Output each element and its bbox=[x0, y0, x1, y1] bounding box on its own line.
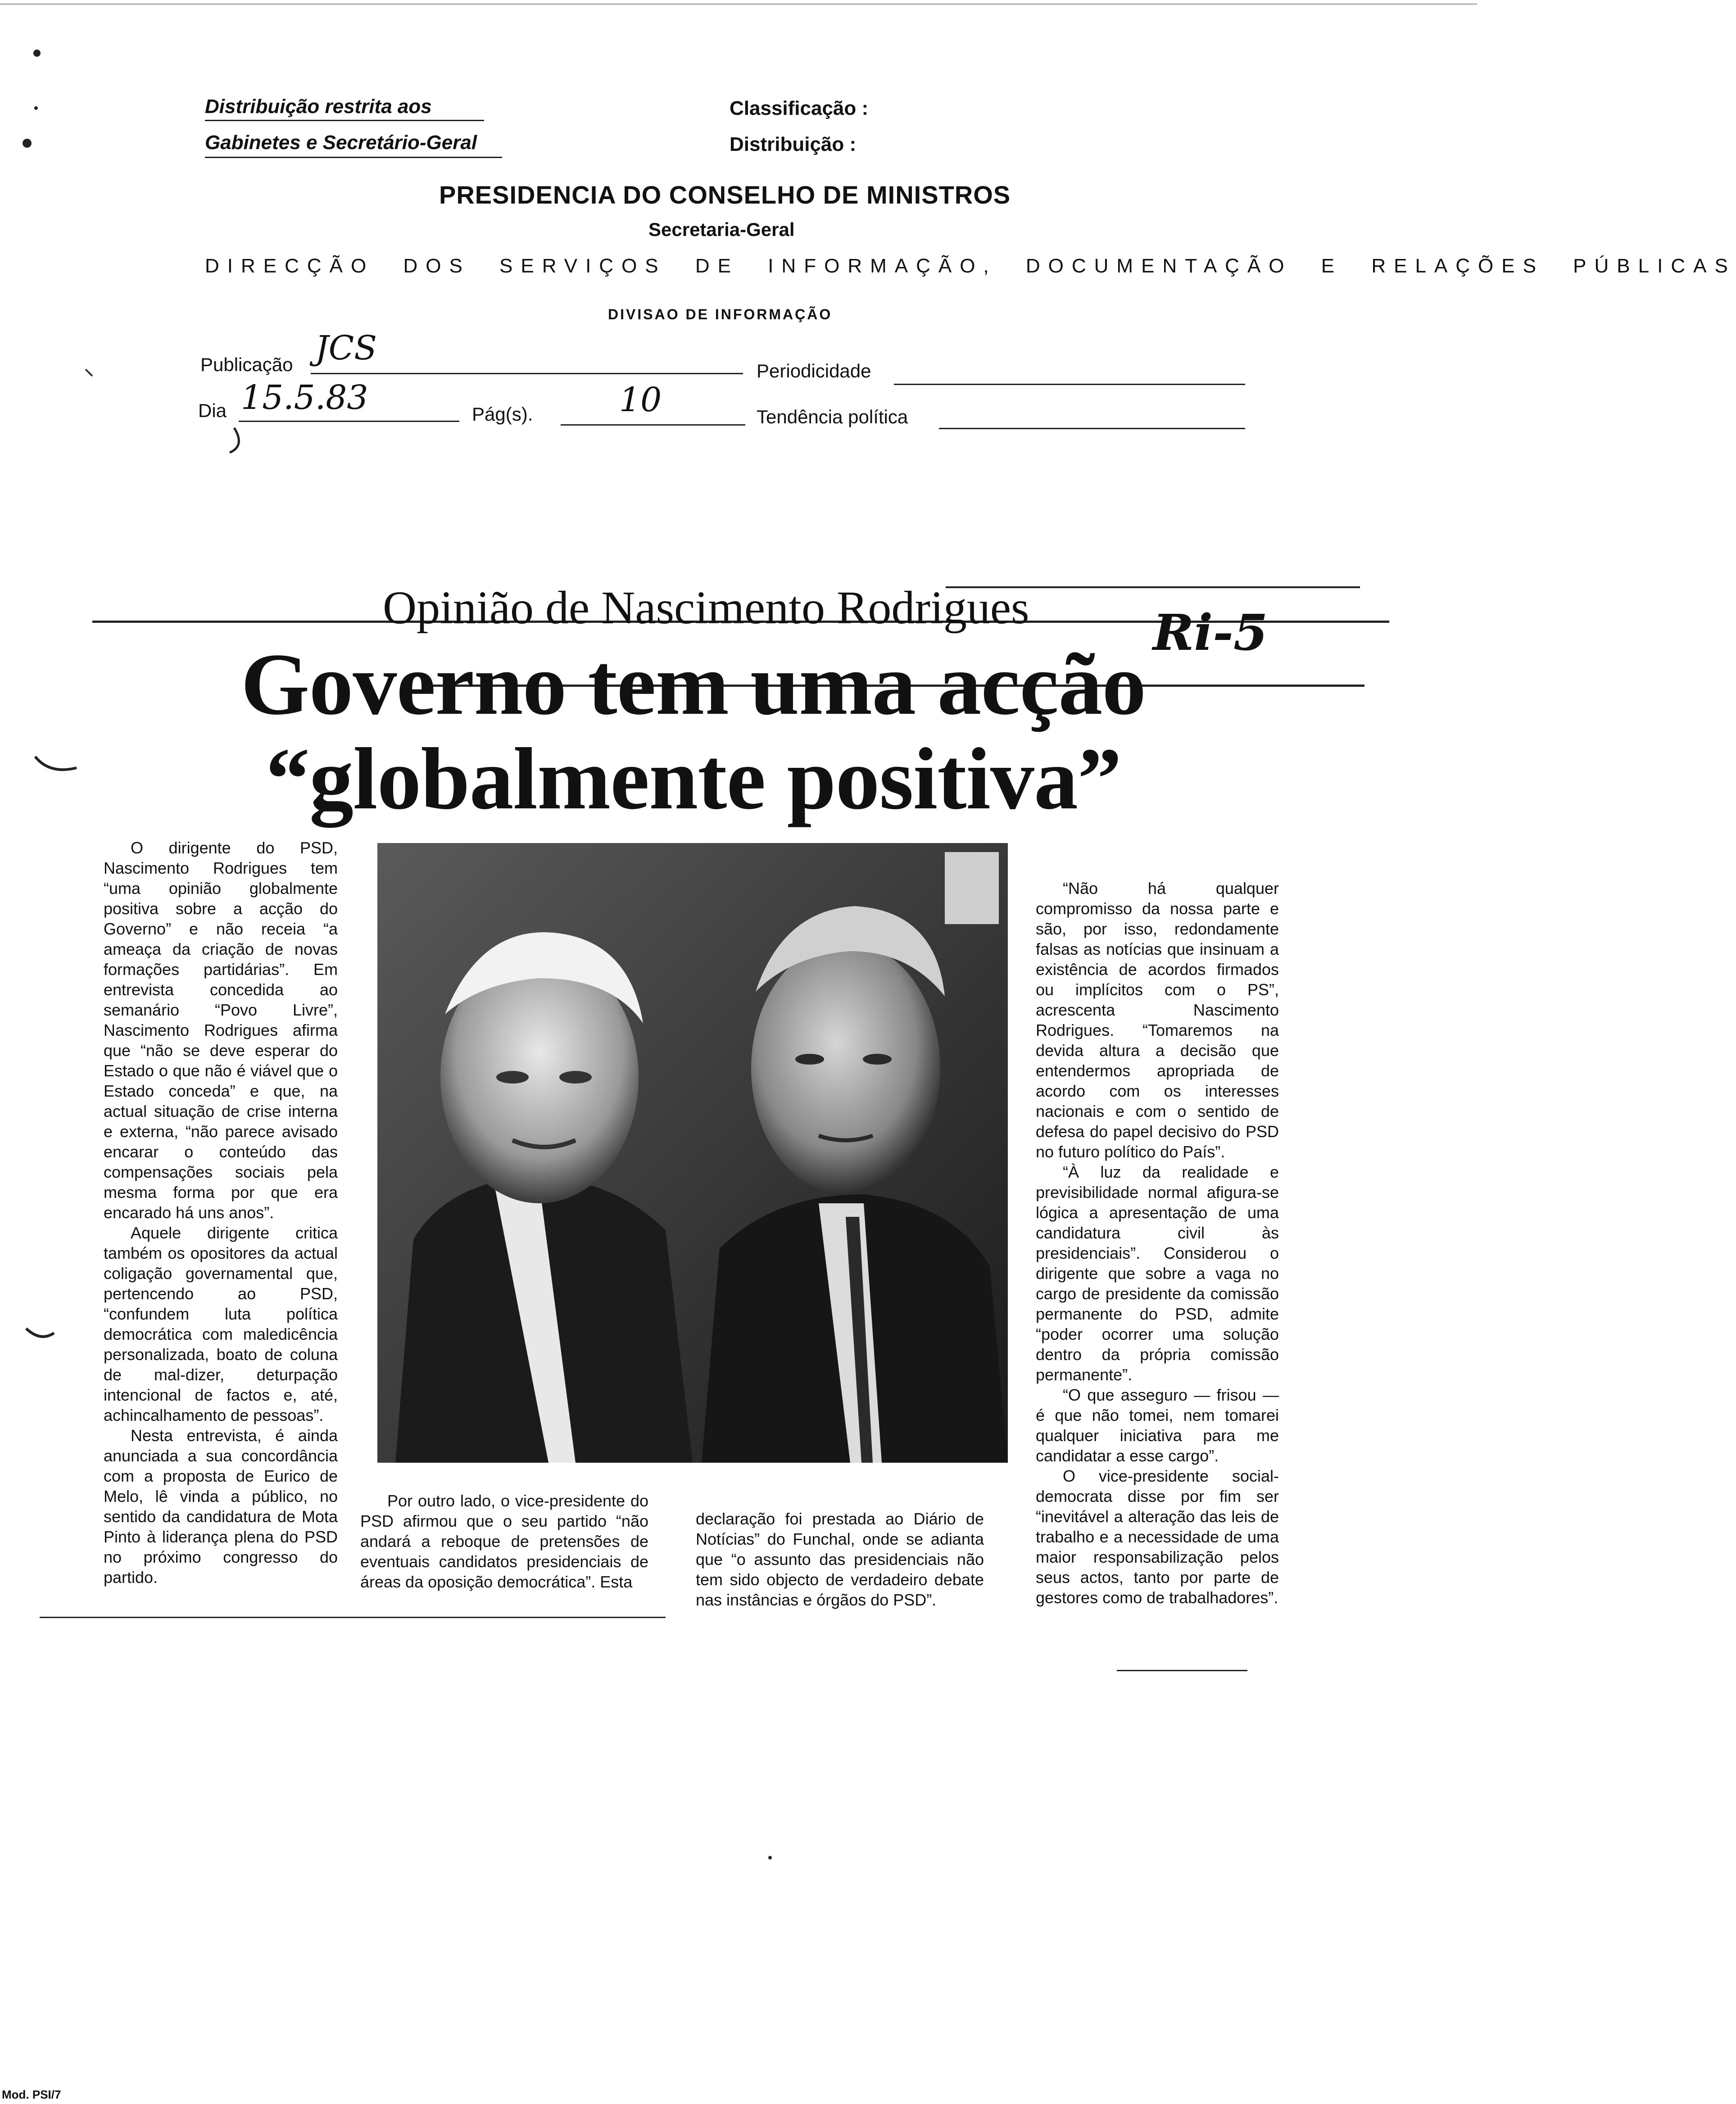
col3-paragraph: declaração foi prestada ao Diário de Notícias” do Funchal, onde se adianta que “o assunto das presidenciais não tem sido objecto de verdadeiro debate nas instâncias e órgãos do PSD”. bbox=[696, 1510, 984, 1609]
col4-paragraph-4: O vice-presidente social-democrata disse por fim ser “inevitável a alteração das leis de trabalho e a necessidade de uma maior responsabilização pelos seus actos, tanto por parte de gestores como de trabalhadores”. bbox=[1036, 1467, 1279, 1607]
col4-paragraph-2: “À luz da realidade e previsibilidade normal afigura-se lógica a apresentação de uma candidatura civil às presidenciais”. Considerou o dirigente que sobre a vaga no cargo de presidente da comissão permanente do PSD, admite “poder ocorrer uma solução dentro da própria comissão permanente”. bbox=[1036, 1163, 1279, 1384]
article-column-4 bbox=[1036, 878, 1279, 1608]
col1-paragraph-1: O dirigente do PSD, Nascimento Rodrigues tem “uma opinião globalmente positiva sobre a acção do Governo” e não receia “a ameaça da criação de novas formações partidárias”. Em entrevista concedida ao semanário “Povo Livre”, Nascimento Rodrigues afirma que “não se deve esperar do Estado o que não é viável que o Estado conceda” e que, na actual situação de crise interna e externa, “não parece avisado encarar o conteúdo das compensações sociais pela mesma forma por que era encarado há uns anos”. bbox=[104, 839, 338, 1222]
article-kicker: Opinião de Nascimento Rodrigues bbox=[383, 582, 1029, 634]
pags-handwritten: 10 bbox=[619, 381, 662, 419]
org-title: PRESIDENCIA DO CONSELHO DE MINISTROS bbox=[439, 181, 1011, 209]
pags-label: Pág(s). bbox=[472, 404, 533, 425]
article-photo bbox=[377, 843, 1008, 1463]
col4-paragraph-1: “Não há qualquer compromisso da nossa parte e são, por isso, redondamente falsas as notícias que insinuam a existência de acordos firmados ou implícitos com o PS”, acrescenta Nascimento Rodrigues. “Tomaremos na devida altura a decisão que entendermos apropriada de acordo com os interesses nacionais e com o sentido de defesa do papel decisivo do PSD no futuro político do País”. bbox=[1036, 879, 1279, 1161]
dia-label: Dia bbox=[198, 400, 227, 421]
publicacao-handwritten: JCS bbox=[315, 329, 377, 367]
corner-handwritten-note: Ri-5 bbox=[1153, 603, 1268, 662]
restricted-line-1: Distribuição restrita aos bbox=[205, 95, 432, 118]
photo-illustration bbox=[377, 843, 1008, 1463]
dia-handwritten: 15.5.83 bbox=[241, 378, 368, 417]
col1-paragraph-2: Aquele dirigente critica também os opositores da actual coligação governamental que, pertencendo ao PSD, “confundem luta política democrática com maledicência personalizada, boato de coluna de mal-dizer, deturpação intencional de factos e, até, achincalhamento de pessoas”. bbox=[104, 1224, 338, 1424]
col2-paragraph: Por outro lado, o vice-presidente do PSD afirmou que o seu partido “não andará a reboque de pretensões de eventuais candidatos presidenciais de áreas da oposição democrática”. Esta bbox=[360, 1492, 648, 1591]
footer-form-code: Mod. PSI/7 bbox=[2, 2088, 61, 2101]
headline-line-1: Governo tem uma acção bbox=[241, 635, 1146, 733]
bottom-rule-right bbox=[1117, 1670, 1247, 1671]
headline-line-2: “globalmente positiva” bbox=[266, 730, 1121, 828]
restricted-line-2: Gabinetes e Secretário-Geral bbox=[205, 132, 477, 154]
classificacao-label: Classificação : bbox=[730, 97, 869, 119]
article-column-3 bbox=[696, 1509, 984, 1610]
tendencia-label: Tendência política bbox=[757, 406, 908, 427]
col4-paragraph-3: “O que asseguro — frisou — é que não tomei, nem tomarei qualquer iniciativa para me candidatar a esse cargo”. bbox=[1036, 1386, 1279, 1465]
distribuicao-label: Distribuição : bbox=[730, 133, 857, 155]
col1-paragraph-3: Nesta entrevista, é ainda anunciada a sua concordância com a proposta de Eurico de Melo, lê vinda a público, no sentido da candidatura de Mota Pinto à liderança plena do PSD no próximo congresso do partido. bbox=[104, 1426, 338, 1587]
divisao-informacao: DIVISAO DE INFORMAÇÃO bbox=[608, 306, 833, 322]
periodicidade-label: Periodicidade bbox=[757, 360, 871, 381]
direccao-title: DIRECÇÃO DOS SERVIÇOS DE INFORMAÇÃO, DOCUMENTAÇÃO E RELAÇÕES PÚBLICAS bbox=[205, 255, 1736, 277]
bottom-rule-left bbox=[40, 1617, 666, 1618]
article-column-1 bbox=[104, 838, 338, 1587]
secretaria-geral: Secretaria-Geral bbox=[648, 219, 795, 240]
article-column-2 bbox=[360, 1491, 648, 1592]
publicacao-label: Publicação bbox=[200, 354, 293, 375]
